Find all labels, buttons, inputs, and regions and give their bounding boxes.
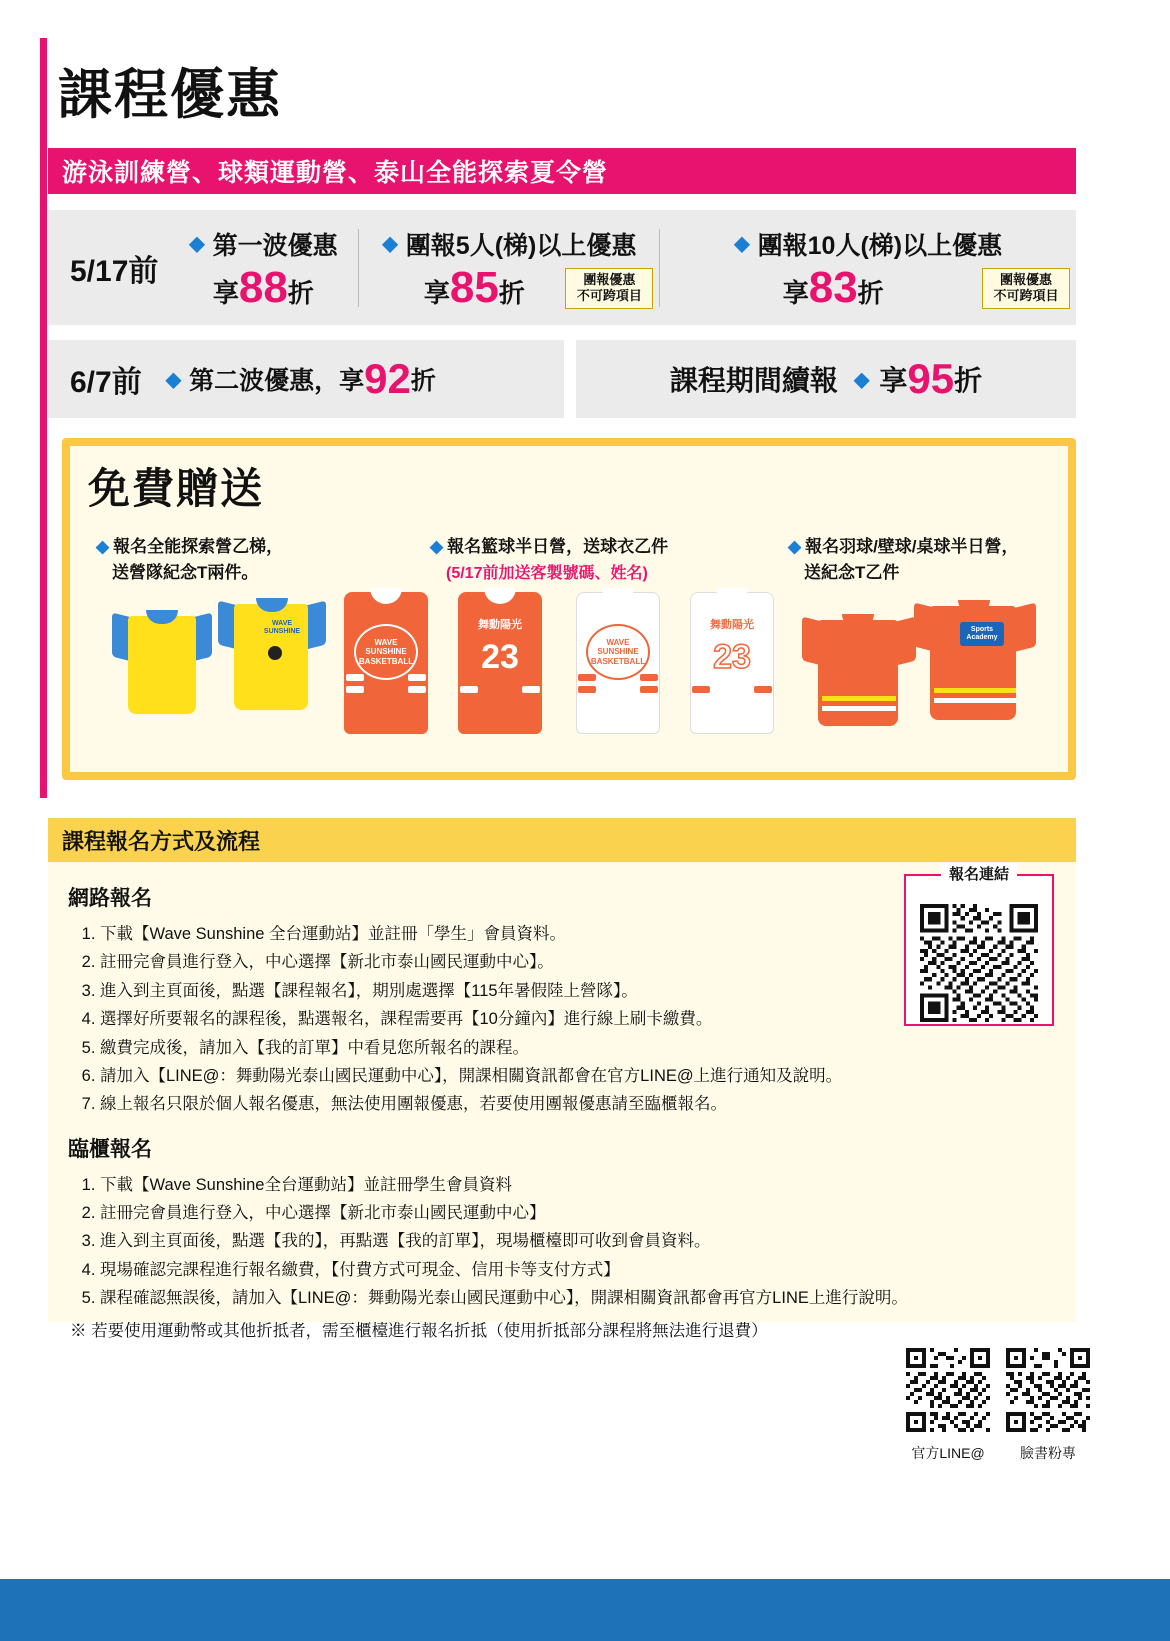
subtitle-banner: 游泳訓練營、球類運動營、泰山全能探索夏令營 — [48, 148, 1076, 194]
promo-item-2-suffix: 折 — [498, 277, 525, 308]
registration-qr-code[interactable] — [920, 904, 1038, 1027]
gift-image-yellow-tee-back — [114, 606, 210, 714]
promo-renewal-suffix: 折 — [954, 365, 983, 396]
process-body — [48, 862, 1076, 1340]
promo-row1-date: 5/17前 — [70, 254, 159, 288]
registration-qr-box[interactable] — [904, 866, 1054, 1026]
list-item: 6. 請加入【LINE@：舞動陽光泰山國民運動中心】，開課相關資訊都會在官方LINE@上進行通知及說明。 — [100, 1062, 1058, 1090]
gift-image-orange-tee-front — [916, 596, 1034, 722]
list-item: 7. 線上報名只限於個人報名優惠，無法使用團報優惠，若要使用團報優惠請至臨櫃報名。 — [100, 1090, 1058, 1118]
qr-svg — [920, 904, 1038, 1022]
gift-image-orange-tee-back — [804, 610, 914, 728]
gift-image-yellow-tee-front — [220, 594, 324, 712]
gift-image-orange-jersey-back — [452, 586, 548, 736]
promo-renewal-head: 課程期間續報 — [669, 365, 838, 396]
jersey-top-text: 舞動陽光 — [478, 619, 522, 631]
free-gift-panel — [62, 438, 1076, 780]
gift-item-3-line2: 送紀念T乙件 — [804, 562, 900, 582]
note-line-2: 不可跨項目 — [576, 288, 642, 304]
tee-logo-text: WAVE SUNSHINE — [263, 620, 301, 635]
promo-item-1-head: 第一波優惠 — [212, 231, 338, 260]
promo-renewal-value: 95 — [907, 355, 955, 402]
promo-item-2 — [359, 210, 659, 325]
footer-qr-facebook-label: 臉書粉專 — [1020, 1445, 1076, 1461]
diamond-icon: ◆ — [853, 368, 870, 391]
diamond-icon: ◆ — [165, 368, 182, 391]
process-footnote: ※ 若要使用運動幣或其他折抵者，需至櫃檯進行報名折抵（使用折抵部分課程將無法進行退費） — [70, 1321, 768, 1340]
jersey-number: 23 — [481, 638, 519, 676]
gift-item-2 — [430, 534, 730, 586]
gift-image-white-jersey-front — [570, 586, 666, 736]
page-title: 課程優惠 — [58, 65, 282, 125]
promo-item-2-head: 團報5人(梯)以上優惠 — [405, 231, 637, 260]
list-item: 5. 課程確認無誤後，請加入【LINE@：舞動陽光泰山國民運動中心】，開課相關資訊都會再官方LINE上進行說明。 — [100, 1284, 1058, 1312]
jersey-logo-text: WAVE SUNSHINE BASKETBALL — [354, 624, 418, 680]
jersey-logo-text: WAVE SUNSHINE BASKETBALL — [586, 624, 650, 680]
online-registration-title: 網路報名 — [68, 887, 152, 910]
note-line-1: 團報優惠 — [999, 272, 1052, 287]
list-item: 3. 進入到主頁面後，點選【我的】，再點選【我的訂單】，現場櫃檯即可收到會員資料。 — [100, 1227, 1058, 1255]
list-item: 3. 進入到主頁面後，點選【課程報名】，期別處選擇【115年暑假陸上營隊】。 — [100, 977, 1058, 1005]
list-item: 1. 下載【Wave Sunshine全台運動站】並註冊學生會員資料 — [100, 1171, 1058, 1199]
promo-item-3-suffix: 折 — [857, 277, 884, 308]
bottom-accent-bar — [0, 1579, 1170, 1641]
note-line-1: 團報優惠 — [583, 272, 636, 287]
list-item: 4. 現場確認完課程進行報名繳費，【付費方式可現金、信用卡等支付方式】 — [100, 1256, 1058, 1284]
promo-row2-left-suffix: 折 — [410, 367, 436, 395]
promo-item-1-value: 88 — [238, 262, 288, 312]
gift-item-1-line2: 送營隊紀念T兩件。 — [112, 562, 259, 582]
promo-item-3 — [660, 210, 1076, 325]
facebook-qr-svg — [1006, 1348, 1090, 1432]
note-line-2: 不可跨項目 — [993, 288, 1059, 304]
list-item: 5. 繳費完成後，請加入【我的訂單】中看見您所報名的課程。 — [100, 1034, 1058, 1062]
promo-item-2-prefix: 享 — [423, 277, 450, 308]
footer-qr-line[interactable] — [900, 1348, 996, 1463]
gift-title: 免費贈送 — [88, 465, 265, 512]
promo-item-3-prefix: 享 — [782, 277, 809, 308]
gift-item-3 — [788, 534, 1058, 585]
promo-item-3-note — [982, 268, 1070, 309]
promo-row2-left-value: 92 — [364, 355, 411, 402]
registration-qr-label: 報名連結 — [941, 863, 1017, 884]
diamond-icon: ◆ — [430, 537, 444, 556]
promo-row2-left-text: 第二波優惠，享 — [189, 367, 365, 395]
diamond-icon: ◆ — [382, 233, 398, 255]
diamond-icon: ◆ — [788, 537, 802, 556]
gift-image-orange-jersey-front — [338, 586, 434, 736]
list-item: 4. 選擇好所要報名的課程後，點選報名，課程需要再【10分鐘內】進行線上刷卡繳費。 — [100, 1005, 1058, 1033]
promo-item-1-suffix: 折 — [287, 277, 314, 308]
footer-qr-line-label: 官方LINE@ — [911, 1445, 985, 1461]
promo-item-2-note — [565, 268, 653, 309]
left-accent-bar — [40, 38, 47, 798]
promo-item-3-value: 83 — [808, 262, 858, 312]
gift-item-2-sub: (5/17前加送客製號碼、姓名) — [446, 564, 648, 582]
list-item: 2. 註冊完會員進行登入，中心選擇【新北市泰山國民運動中心】 — [100, 1199, 1058, 1227]
list-item: 2. 註冊完會員進行登入，中心選擇【新北市泰山國民運動中心】。 — [100, 948, 1058, 976]
promo-row2-date: 6/7前 — [70, 366, 142, 399]
promo-renewal-prefix: 享 — [879, 365, 908, 396]
promo-item-2-value: 85 — [449, 262, 499, 312]
counter-registration-steps — [66, 1171, 1058, 1313]
promo-item-1 — [168, 210, 358, 325]
gift-item-1 — [96, 534, 356, 585]
footer-qr-facebook[interactable] — [1000, 1348, 1096, 1463]
promo-item-3-head: 團報10人(梯)以上優惠 — [757, 231, 1003, 260]
jersey-number: 23 — [713, 638, 751, 676]
diamond-icon: ◆ — [189, 233, 205, 255]
promo-row-second — [48, 340, 564, 418]
jersey-top-text: 舞動陽光 — [710, 619, 754, 631]
gift-image-white-jersey-back — [684, 586, 780, 736]
gift-item-2-line1: 報名籃球半日營，送球衣乙件 — [447, 537, 669, 556]
process-heading: 課程報名方式及流程 — [48, 818, 1076, 862]
list-item: 1. 下載【Wave Sunshine 全台運動站】並註冊「學生」會員資料。 — [100, 920, 1058, 948]
diamond-icon: ◆ — [96, 537, 110, 556]
promo-row-first — [48, 210, 1076, 325]
line-qr-svg — [906, 1348, 990, 1432]
gift-item-1-line1: 報名全能探索營乙梯， — [113, 537, 284, 556]
promo-item-1-prefix: 享 — [212, 277, 239, 308]
counter-registration-title: 臨櫃報名 — [68, 1137, 152, 1161]
tee-logo-text: Sports Academy — [960, 622, 1004, 646]
diamond-icon: ◆ — [734, 233, 750, 255]
gift-item-3-line1: 報名羽球/壁球/桌球半日營， — [805, 537, 1019, 556]
promo-renewal — [576, 340, 1076, 418]
